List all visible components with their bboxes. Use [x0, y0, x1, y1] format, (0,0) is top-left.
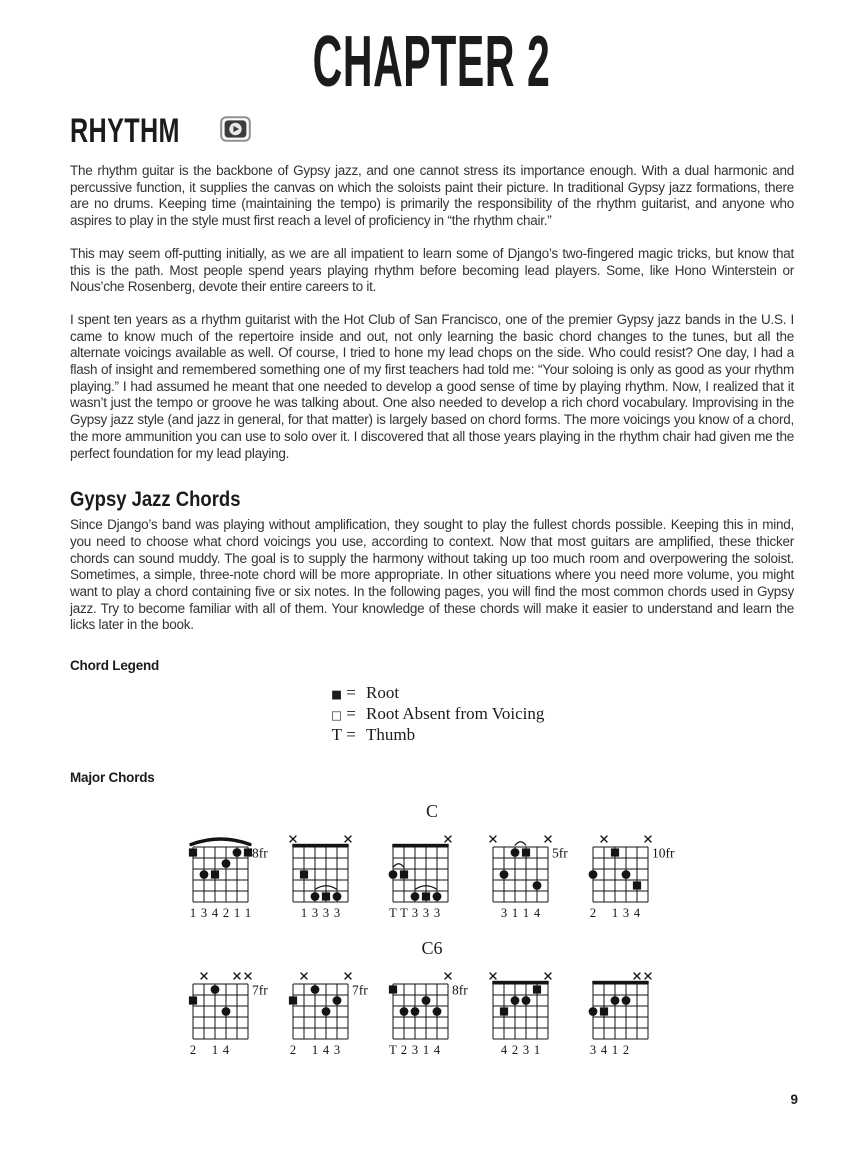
legend-label: Thumb: [366, 725, 416, 745]
svg-text:2: 2: [511, 1043, 518, 1058]
legend-item-root-absent: [320, 704, 864, 725]
chord-diagram: [384, 967, 481, 1059]
svg-text:1: 1: [211, 1043, 218, 1058]
svg-text:8fr: 8fr: [251, 845, 268, 861]
legend-item-root: [320, 683, 864, 704]
svg-text:2: 2: [400, 1043, 407, 1058]
svg-text:2: 2: [189, 1043, 196, 1058]
svg-text:2: 2: [289, 1043, 296, 1058]
svg-text:1: 1: [533, 1043, 540, 1058]
svg-text:3: 3: [311, 906, 318, 921]
svg-text:1: 1: [233, 906, 240, 921]
chord-diagram: [284, 830, 381, 922]
equals-sign: =: [346, 704, 356, 724]
open-square-icon: □: [331, 708, 342, 723]
legend-label: Root: [366, 683, 400, 703]
intro-paragraph-1: The rhythm guitar is the backbone of Gypsy jazz, and one cannot stress its importance enough. With a dual harmonic and percussive function, it supplies the canvas on which the soloists paint their picture. In traditional Gypsy jazz formations, there are no drums. Keeping time (maintaining the tempo) is primarily the responsibility of the rhythm guitarist, and anyone who aspires to play in the style must first reach a level of proficiency in “the rhythm chair.”: [70, 163, 794, 229]
svg-text:3: 3: [200, 906, 207, 921]
svg-text:3: 3: [522, 1043, 529, 1058]
thumb-symbol: T: [331, 725, 342, 745]
gypsy-jazz-chords-heading-wrap: [70, 488, 864, 512]
svg-text:5fr: 5fr: [551, 845, 568, 861]
video-play-icon: [220, 116, 251, 147]
gypsy-jazz-chords-paragraph: Since Django’s band was playing without amplification, they sought to play the fullest chords possible. Keeping this in mind, you need to choose what chord voicings you use, according to context. Now that most guitars are amplified, these thicker chords can sound muddy. The goal is to supply the harmony without taking up too much room and overpowering the soloist. Sometimes, a simple, three-note chord will be more appropriate. In other situations where you need more volume, you might want to play a chord containing five or six notes. In the following pages, you will find the most common chords used in Gypsy jazz. Try to become familiar with all of them. Your knowledge of these chords will make it easier to understand and learn the licks later in the book.: [70, 517, 794, 633]
svg-text:1: 1: [300, 906, 307, 921]
svg-text:1: 1: [522, 906, 529, 921]
svg-text:4: 4: [211, 906, 218, 921]
equals-sign: =: [346, 683, 356, 703]
svg-text:3: 3: [411, 906, 418, 921]
page-number: 9: [790, 1092, 798, 1107]
svg-text:7fr: 7fr: [351, 982, 368, 998]
svg-text:4: 4: [633, 906, 640, 921]
chord-diagram: [584, 830, 681, 922]
svg-text:3: 3: [500, 906, 507, 921]
intro-paragraph-2: This may seem off-putting initially, as we are all impatient to learn some of Django’s two-fingered magic tricks, but know that this is the path. Most people spend years playing rhythm before becoming lead players. Some, like Hono Winterstein or Nous’che Rosenberg, devote their entire careers to it.: [70, 245, 794, 295]
svg-text:3: 3: [411, 1043, 418, 1058]
svg-text:3: 3: [333, 1043, 340, 1058]
svg-text:2: 2: [222, 906, 229, 921]
chord-diagram: [284, 967, 381, 1059]
svg-text:T: T: [388, 1043, 397, 1058]
svg-text:3: 3: [333, 906, 340, 921]
svg-text:1: 1: [611, 906, 618, 921]
svg-text:2: 2: [622, 1043, 629, 1058]
svg-text:4: 4: [222, 1043, 229, 1058]
svg-text:8fr: 8fr: [451, 982, 468, 998]
chord-diagram: [584, 967, 681, 1059]
svg-text:3: 3: [322, 906, 329, 921]
major-chords-heading: Major Chords: [70, 770, 155, 786]
chord-group-name: C6: [421, 938, 443, 959]
svg-text:4: 4: [500, 1043, 507, 1058]
svg-text:T: T: [399, 906, 408, 921]
chord-diagram-row: [0, 967, 864, 1059]
intro-paragraph-3: I spent ten years as a rhythm guitarist with the Hot Club of San Francisco, one of the premier Gypsy jazz bands in the U.S. I came to know much of the repertoire inside and out, not only learning the basic chord changes to the tunes, but all the alternate voicings available as well. Of course, I tried to hone my lead chops on the side. Who could resist? One day, I had a flash of insight and remembered something one of my first teachers had told me: “Your soloing is only as good as your rhythm playing.” I had assumed he meant that one needed to develop a good sense of time by playing rhythm. Now, I realized that it wasn’t just the tempo or groove he was talking about. One also needed to develop a rich chord vocabulary. Improvising in the Gypsy jazz style (and jazz in general, for that matter) is largely based on chord forms. The more voicings you know of a chord, the more ammunition you can use to solo over it. I discovered that all those years playing in the rhythm chair had given me the perfect foundation for my lead playing.: [70, 311, 794, 461]
svg-text:3: 3: [433, 906, 440, 921]
chord-group-name: C: [425, 801, 438, 822]
svg-text:4: 4: [600, 1043, 607, 1058]
chord-diagram: [484, 830, 581, 922]
svg-text:4: 4: [322, 1043, 329, 1058]
svg-text:1: 1: [244, 906, 251, 921]
svg-text:3: 3: [622, 906, 629, 921]
svg-text:4: 4: [433, 1043, 440, 1058]
chord-diagram: [384, 830, 481, 922]
chapter-title: CHAPTER 2: [313, 22, 551, 102]
svg-text:3: 3: [589, 1043, 596, 1058]
section-heading-row: [70, 114, 864, 148]
chord-legend-heading: Chord Legend: [70, 658, 160, 674]
chord-diagram-row: [0, 830, 864, 922]
chord-diagram: [184, 830, 281, 922]
svg-text:3: 3: [422, 906, 429, 921]
svg-text:1: 1: [189, 906, 196, 921]
svg-text:1: 1: [511, 906, 518, 921]
chord-groups: [0, 801, 864, 1059]
chord-diagram: [184, 967, 281, 1059]
root-square-icon: ■: [331, 687, 342, 702]
equals-sign: =: [346, 725, 356, 745]
legend-item-thumb: [320, 725, 864, 744]
svg-text:4: 4: [533, 906, 540, 921]
legend-label: Root Absent from Voicing: [366, 704, 545, 724]
chord-legend: [320, 683, 864, 744]
svg-text:1: 1: [611, 1043, 618, 1058]
chapter-heading-wrap: [0, 0, 864, 102]
svg-text:2: 2: [589, 906, 596, 921]
svg-text:10fr: 10fr: [651, 845, 674, 861]
section-title: RHYTHM: [70, 112, 180, 150]
chord-diagram: [484, 967, 581, 1059]
svg-text:1: 1: [311, 1043, 318, 1058]
gypsy-jazz-chords-heading: Gypsy Jazz Chords: [70, 488, 241, 512]
svg-text:T: T: [388, 906, 397, 921]
svg-text:7fr: 7fr: [251, 982, 268, 998]
svg-text:1: 1: [422, 1043, 429, 1058]
